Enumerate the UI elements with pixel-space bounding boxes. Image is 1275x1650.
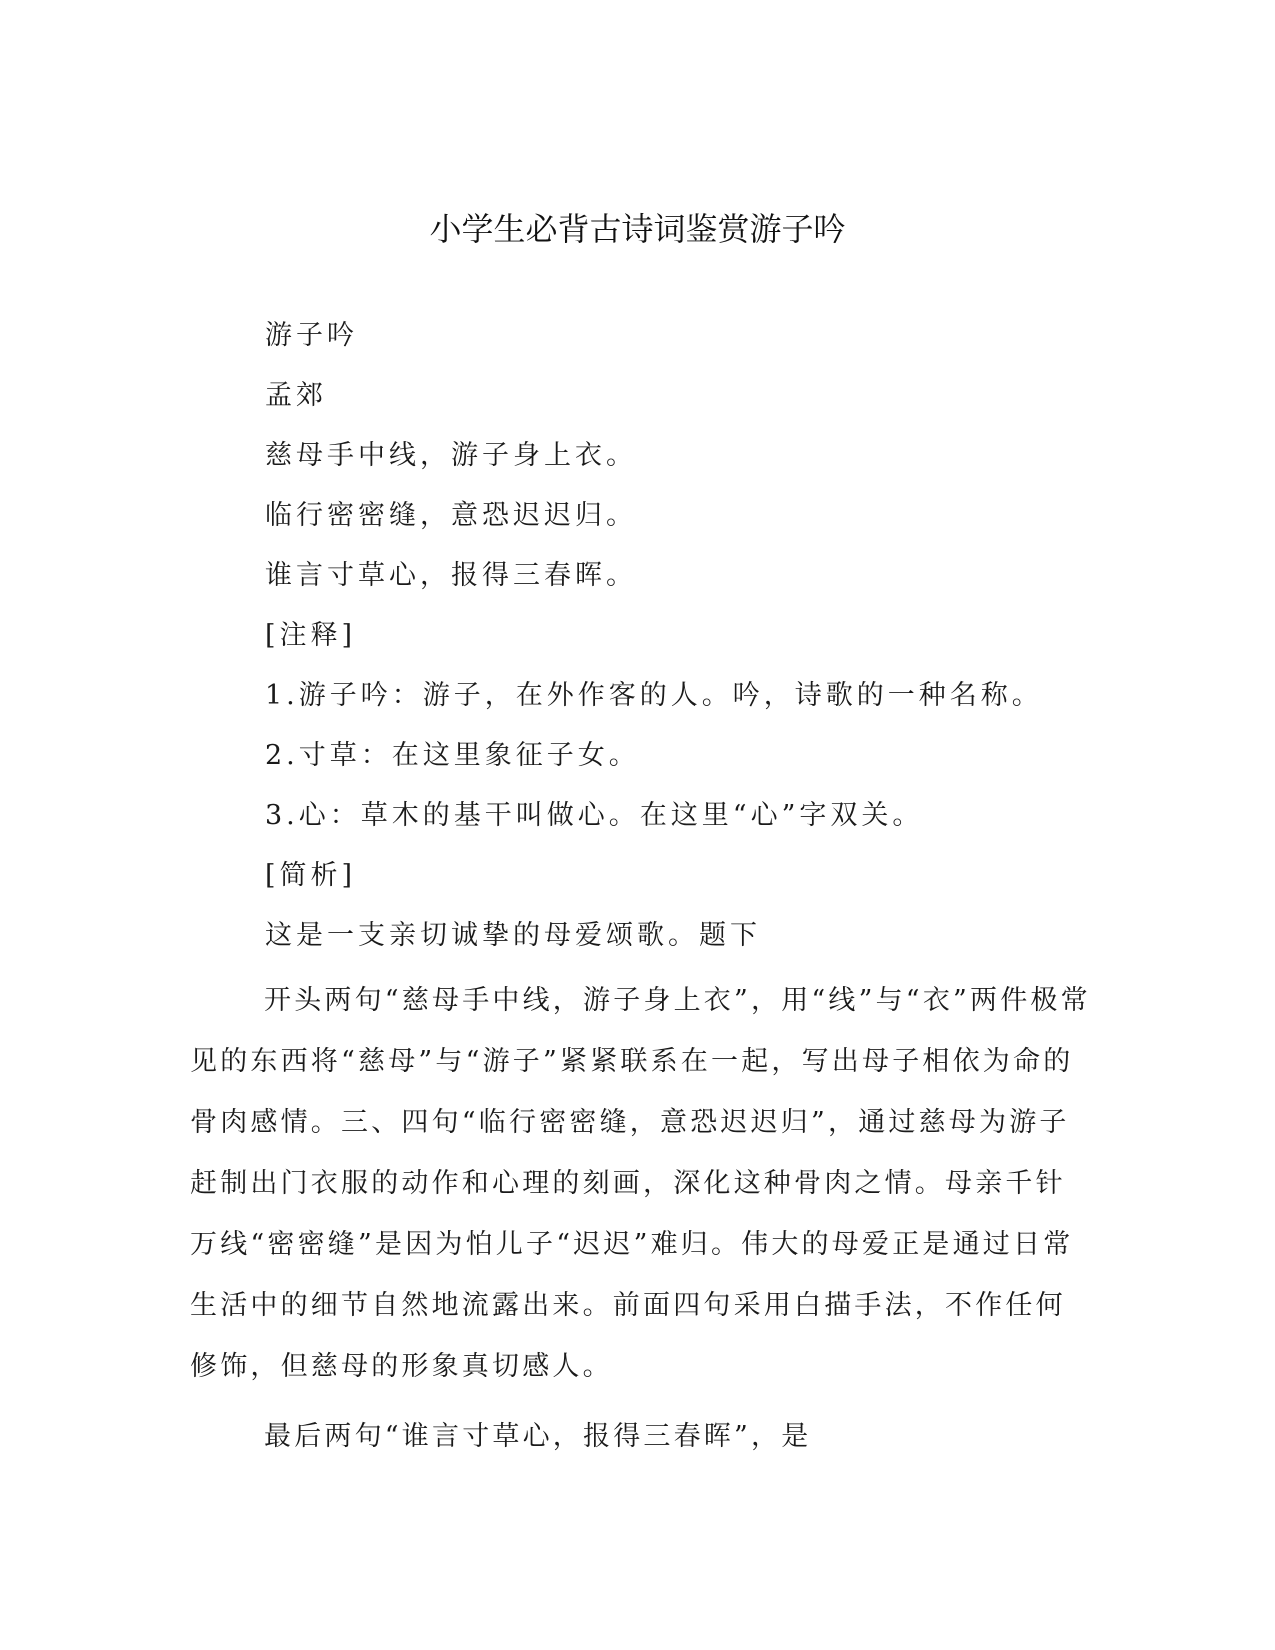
analysis-intro: 这是一支亲切诚挚的母爱颂歌。题下 <box>265 920 761 951</box>
poem-verse: 慈母手中线，游子身上衣。 <box>265 440 637 471</box>
poem-verse: 谁言寸草心，报得三春晖。 <box>265 560 637 591</box>
analysis-paragraph: 最后两句“谁言寸草心，报得三春晖”，是 <box>264 1421 812 1452</box>
poem-title: 游子吟 <box>265 320 358 351</box>
note-item: 2.寸草：在这里象征子女。 <box>265 740 640 771</box>
note-item: 3.心：草木的基干叫做心。在这里“心”字双关。 <box>265 800 924 831</box>
note-item: 1.游子吟：游子，在外作客的人。吟，诗歌的一种名称。 <box>265 680 1043 711</box>
page-title: 小学生必背古诗词鉴赏游子吟 <box>429 210 846 248</box>
analysis-heading: [简析] <box>265 860 357 891</box>
poem-verse: 临行密密缝，意恐迟迟归。 <box>265 500 637 531</box>
notes-heading: [注释] <box>265 620 357 651</box>
poem-author: 孟郊 <box>265 380 327 411</box>
analysis-paragraph: 开头两句“慈母手中线，游子身上衣”，用“线”与“衣”两件极常见的东西将“慈母”与“游子”紧紧联系在一起，写出母子相依为命的骨肉感情。三、四句“临行密密缝，意恐迟迟归”，通过慈母为游子赶制出门衣服的动作和心理的刻画，深化这种骨肉之情。母亲千针万线“密密缝”是因为怕儿子“迟迟”难归。伟大的母爱正是通过日常生活中的细节自然地流露出来。前面四句采用白描手法，不作任何修饰，但慈母的形象真切感人。 <box>190 985 1091 1382</box>
